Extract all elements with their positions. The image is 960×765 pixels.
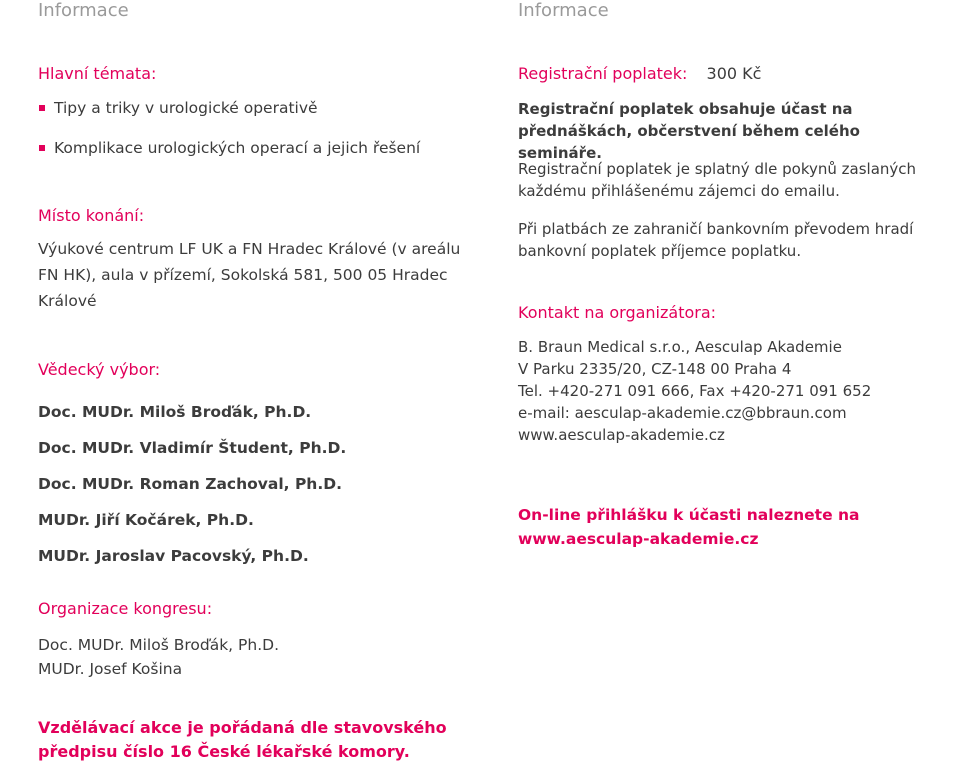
contact-address: V Parku 2335/20, CZ-148 00 Praha 4 [518, 360, 792, 378]
topic-item: Komplikace urologických operací a jejich řešení [38, 135, 478, 161]
topics-list [38, 95, 478, 175]
fee-label: Registrační poplatek: [518, 64, 688, 83]
organization-list [38, 633, 279, 681]
fee-payment-note: Registrační poplatek je splatný dle pokynů zaslaných každému přihlášenému zájemci do emailu. [518, 160, 917, 200]
organizer-name: MUDr. Josef Košina [38, 660, 183, 678]
contact-email[interactable]: e-mail: aesculap-akademie.cz@bbraun.com [518, 404, 847, 422]
online-registration-link[interactable]: www.aesculap-akademie.cz [518, 530, 759, 548]
right-page-header: Informace [518, 0, 609, 21]
left-page-header: Informace [38, 0, 129, 21]
fee-row [518, 64, 761, 84]
committee-list [38, 394, 488, 574]
organization-heading: Organizace kongresu: [38, 599, 213, 618]
committee-heading: Vědecký výbor: [38, 360, 161, 379]
committee-member: MUDr. Jaroslav Pacovský, Ph.D. [38, 547, 309, 565]
bullet-square-icon [39, 105, 45, 111]
committee-member: Doc. MUDr. Miloš Broďák, Ph.D. [38, 403, 312, 421]
bullet-square-icon [39, 145, 45, 151]
fee-value: 300 Kč [706, 64, 762, 83]
contact-block [518, 336, 948, 446]
accreditation-note: Vzdělávací akce je pořádaná dle stavovského předpisu číslo 16 České lékařské komory. [38, 718, 447, 761]
committee-member: MUDr. Jiří Kočárek, Ph.D. [38, 511, 254, 529]
fee-foreign-note: Při platbách ze zahraničí bankovním převodem hradí bankovní poplatek příjemce poplatku. [518, 220, 914, 260]
topics-heading: Hlavní témata: [38, 64, 157, 83]
topic-item: Tipy a triky v urologické operativě [38, 95, 478, 121]
contact-heading: Kontakt na organizátora: [518, 303, 717, 322]
venue-heading: Místo konání: [38, 206, 145, 225]
online-registration-note: On-line přihlášku k účasti naleznete na www.aesculap-akademie.cz [518, 503, 859, 551]
contact-phone: Tel. +420-271 091 666, Fax +420-271 091 652 [518, 382, 872, 400]
contact-website[interactable]: www.aesculap-akademie.cz [518, 426, 725, 444]
committee-member: Doc. MUDr. Vladimír Študent, Ph.D. [38, 439, 347, 457]
fee-includes: Registrační poplatek obsahuje účast na přednáškách, občerstvení během celého semináře. [518, 100, 860, 162]
venue-text: Výukové centrum LF UK a FN Hradec Králové (v areálu FN HK), aula v přízemí, Sokolská 581, 500 05 Hradec Králové [38, 240, 461, 310]
committee-member: Doc. MUDr. Roman Zachoval, Ph.D. [38, 475, 342, 493]
organizer-name: Doc. MUDr. Miloš Broďák, Ph.D. [38, 636, 279, 654]
contact-company: B. Braun Medical s.r.o., Aesculap Akademie [518, 338, 842, 356]
